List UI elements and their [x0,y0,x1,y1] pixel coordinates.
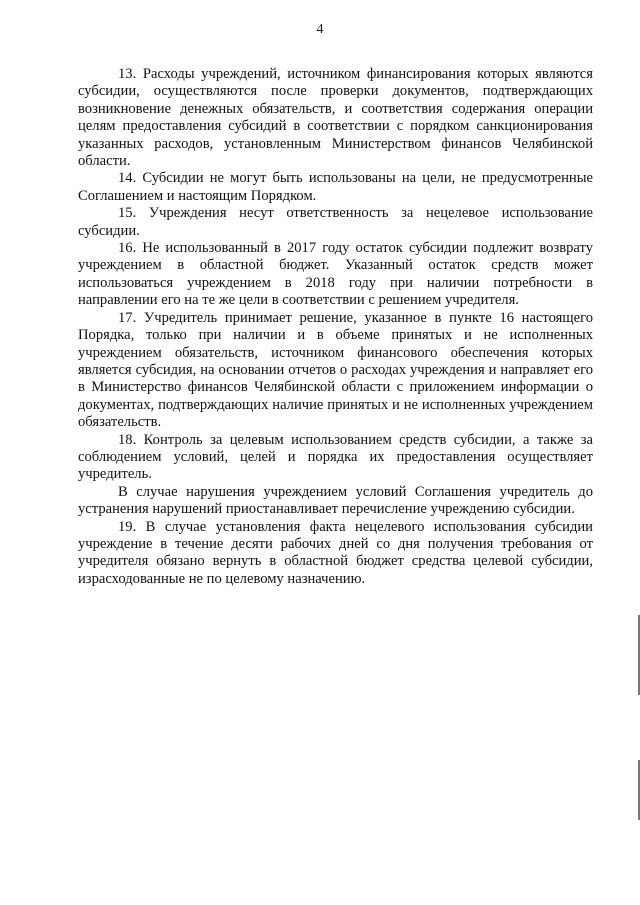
paragraph-18-continuation: В случае нарушения учреждением условий Соглашения учредитель до устранения нарушений приостанавливает перечисление учреждению субсидии. [78,483,593,518]
document-body [78,66,593,588]
paragraph-13: 13. Расходы учреждений, источником финансирования которых являются субсидии, осуществляются после проверки документов, подтверждающих возникновение денежных обязательств, и соответствия содержания операции целям предоставления субсидий в соответствии с порядком санкционирования указанных расходов, установленным Министерством финансов Челябинской области. [78,66,593,170]
paragraph-18: 18. Контроль за целевым использованием средств субсидии, а также за соблюдением условий, целей и порядка их предоставления осуществляет учредитель. [78,431,593,483]
paragraph-14: 14. Субсидии не могут быть использованы на цели, не предусмотренные Соглашением и настоящим Порядком. [78,170,593,204]
page-number: 4 [316,22,324,37]
paragraph-15: 15. Учреждения несут ответственность за нецелевое использование субсидии. [78,205,593,239]
paragraph-16: 16. Не использованный в 2017 году остаток субсидии подлежит возврату учреждением в областной бюджет. Указанный остаток средств может использоваться учреждением в 2018 году при наличии потребности в направлении его на те же цели в соответствии с решением учредителя. [78,240,593,309]
paragraph-17: 17. Учредитель принимает решение, указанное в пункте 16 настоящего Порядка, только при наличии и в объеме принятых и не исполненных учреждением обязательств, источником финансового обеспечения которых является субсидия, на основании отчетов о расходах учреждения и направляет его в Министерство финансов Челябинской области с приложением информации о документах, подтверждающих наличие принятых и не исполненных учреждением обязательств. [78,309,593,431]
paragraph-19: 19. В случае установления факта нецелевого использования субсидии учреждение в течение десяти рабочих дней со дня получения требования от учредителя обязано вернуть в областной бюджет средства целевой субсидии, израсходованные не по целевому назначению. [78,518,593,587]
